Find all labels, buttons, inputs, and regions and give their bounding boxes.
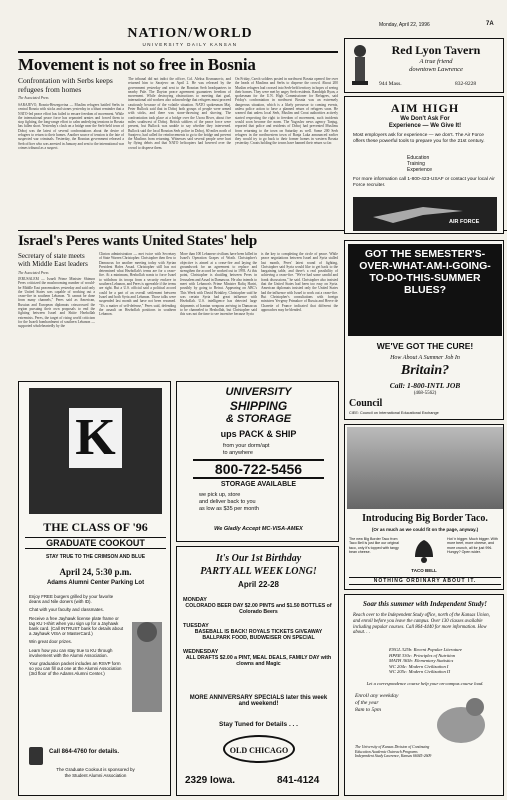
special-day: WEDNESDAY xyxy=(183,649,219,655)
peres-col-2: Clinton administration — met twice with Secretary of State Warren Christopher. Christopher then flew to Damascus for another meeting today with Syrian President Hafez Assad. Christopher still has not determined what Hezbollah's terms are for a cease-fire. At a minimum, Hezbollah wants to force Israel to withdraw its troops from a security enclave in southern Lebanon, and Peres is agreeable if the terms are right. But a U.S. official said a political accord could be a part of an overall settlement between Israel and both Syria and Lebanon. Those talks were suspended last month and have not been resumed. "It's a matter of self-defense," Peres said, defending the assault on Hezbollah positions in southern Lebanon. xyxy=(99,252,176,317)
ku-place: Adams Alumni Center Parking Lot xyxy=(46,580,145,586)
study-enroll-3: 8am to 5pm xyxy=(355,707,381,713)
ad-university-shipping xyxy=(176,381,339,542)
ad-taco-bell xyxy=(344,424,504,590)
tavern-address: 944 Mass. xyxy=(379,81,402,87)
story-peres xyxy=(18,232,338,377)
oldchicago-phone: 841-4124 xyxy=(277,775,320,786)
paper-name: UNIVERSITY DAILY KANSAN xyxy=(142,42,238,47)
council-question: How About A Summer Job In xyxy=(390,355,460,361)
special-text: COLORADO BEER DAY $2.00 PINTS and $1.50 BOTTLES of Colorado Beers xyxy=(185,603,332,615)
lion-icon xyxy=(349,43,371,87)
shipping-title-2: SHIPPING xyxy=(229,399,288,413)
special-text: ALL DRAFTS $2.00 a PINT, MEAL DEALS, FAMILY DAY with clowns and Magic xyxy=(185,655,332,667)
course-item: ENGL 325b: Recent Popular Literature xyxy=(389,647,462,652)
special-monday xyxy=(183,597,334,615)
ku-sponsor-2: the Student Alumni Association xyxy=(64,773,127,778)
bosnia-col-2: The tribunal did not indict the officer, Col. Aleksa Krsmanovic, and returned him to Sarajevo on April 2. He was released by the government yesterday and sent to the Bosnian Serb headquarters in nearby Pale. The Dayton peace agreement guarantees freedom of movement. While destroying obstructions to meeting that goal, international aid workers also acknowledge that refugees must proceed cautiously because of the volatile situation. NATO spokesman Maj. Peter Bullock said that in Doboj both groups of people were armed with sticks, and there was stone-throwing and shoving. The confrontation took place at a bridge over the Usora River, about five miles southwest of Doboj. British soldiers of the peace force were present, but Bullock was unable to say whether they intervened. Bullock said the local Bosnian Serb police in Doboj, 60 miles north of Sarajevo, had called for reinforcements to go to the bridge and prevent the Muslims from returning. Witnesses said several people were hurt by flying debris and that NATO helicopters had hovered over the crowd to disperse them. xyxy=(128,77,231,150)
ku-list-item: Chat with your faculty and classmates. xyxy=(29,607,104,613)
ku-list-item: Win great door prizes. xyxy=(29,639,72,645)
tavern-phone: 832-8228 xyxy=(455,81,477,87)
study-enroll-2: of the year xyxy=(355,700,379,706)
airforce-item-experience: Experience xyxy=(407,167,433,173)
ku-date: April 24, 5:30 p.m. xyxy=(59,567,132,577)
study-headline: Soar this summer with Independent Study! xyxy=(363,600,487,608)
airforce-line-2: Experience — We Give It! xyxy=(388,123,462,129)
ku-call: Call 864-4760 for details. xyxy=(49,749,120,755)
tavern-name: Red Lyon Tavern xyxy=(391,43,481,57)
oldchicago-logo: OLD CHICAGO xyxy=(223,735,295,763)
ku-sponsor-1: The Graduate Cookout is sponsored by xyxy=(56,767,135,772)
airforce-line-1: We Don't Ask For xyxy=(400,116,450,122)
taco-photo xyxy=(347,427,503,509)
airforce-item-training: Training xyxy=(407,161,425,167)
study-body: Reach over to the Independent Study office, north of the Kansas Union, and enroll before you leave the campus. Over 130 classes available including popular courses. Call 864-4440 for more information. How about. . . xyxy=(353,613,490,636)
ku-title: THE CLASS OF '96 xyxy=(43,520,148,534)
phone-icon xyxy=(29,747,43,765)
shipping-title-1: UNIVERSITY xyxy=(225,386,292,398)
shipping-footer: We Gladly Accept MC-VISA-AMEX xyxy=(214,526,303,532)
shipping-option-2: to anywhere xyxy=(223,450,253,456)
ku-tag: STAY TRUE TO THE CRIMSON AND BLUE xyxy=(45,554,146,560)
shipping-storage-1: we pick up, store xyxy=(199,492,241,498)
bosnia-col-1: SARAJEVO, Bosnia-Herzegovina — Muslim refugees battled Serbs in central Bosnia with sticks and stones yesterday in a blunt reminder that a NATO-led peace effort has failed to ensure freedom of movement. While the international peace force has separated armies and forced them to stop fighting, the long-range effort to calm underlying tensions in Bosnia has fallen short. Yesterday's clash on a bridge near the Serb-held town of Doboj was the latest of several confrontations about the desire of refugees to return to their homes. Another source of tension is the fate of suspected war criminals. Yesterday, the Bosnian government released a Serb officer who was arrested in January and sent to the international war crimes tribunal as a suspect. xyxy=(18,103,124,150)
taco-left-copy: The new Big Border Taco from Taco Bell is just like our original taco, only it's topped with tangy bean cheese. xyxy=(349,537,399,554)
page-date: Monday, April 22, 1996 xyxy=(379,22,430,28)
special-day: TUESDAY xyxy=(183,623,209,629)
ad-ku-graduate-cookout xyxy=(18,381,171,796)
peres-col-4: is the key to completing the circle of peace. While peace negotiations between Israel and Syria stalled last month, Peres' latest round of fighting, Christopher said Syria would like to get back to the bargaining table, and there's a real possibility of achieving a cease-fire. "We've had some candid and frank discussions," he said. Christopher also insisted that the United States had been too easy on Syria. American diplomats insisted only the United States had the influence with Israel to work out a cease-fire. But Christopher's consultations with foreign ministers Yevgeny Primakov of Russia and Herve de Charette of France indicated that different the approaches may be blended. xyxy=(261,252,338,312)
shipping-storage-2: and deliver back to you xyxy=(199,499,256,505)
special-text: BASEBALL IS BACK! ROYALS TICKETS GIVEAWAY BALLPARK FOOD, BUDWEISER ON SPECIAL xyxy=(194,629,323,641)
section-title: NATION/WORLD xyxy=(127,26,253,41)
study-enroll-1: Enroll any weekday xyxy=(355,693,399,699)
taco-right-copy: Hot 'n bigger. Much bigger. With more beef, more cheese, and more crunch, all for just 99¢. Hungry? Open wider. xyxy=(447,537,498,554)
taco-brand: TACO BELL xyxy=(411,568,437,573)
shipping-ups: ups PACK & SHIP xyxy=(220,429,297,439)
shipping-option-1: from your dorm/apt xyxy=(223,443,270,449)
peres-subhead: Secretary of state meets with Middle East leaders xyxy=(18,252,88,268)
oldchicago-stay: Stay Tuned for Details . . . xyxy=(219,721,298,728)
taco-bell-logo-icon xyxy=(409,537,439,567)
ku-subtitle: GRADUATE COOKOUT xyxy=(25,537,166,549)
course-item: WC 205c: Modern Civilization II xyxy=(389,669,450,674)
ad-independent-study xyxy=(344,594,504,796)
ku-letter: K xyxy=(69,408,122,468)
shipping-storage: STORAGE AVAILABLE xyxy=(220,481,297,488)
study-more: Let a correspondence course help your on-campus course load. xyxy=(366,681,484,686)
story-bosnia xyxy=(18,53,338,228)
oldchicago-address: 2329 Iowa. xyxy=(185,775,236,786)
council-cure: WE'VE GOT THE CURE! xyxy=(376,341,474,351)
oldchicago-title-1: It's Our 1st Birthday xyxy=(215,553,302,564)
course-item: HPER 330c: Principles of Nutrition xyxy=(389,652,456,658)
ku-list-item: Enjoy FREE burgers grilled by your favorite deans and Nile doners (with ID). xyxy=(29,594,114,605)
peres-col-1: JERUSALEM — Israeli Prime Minister Shimon Peres criticized the mushrooming number of would-be Middle East peacemakers yesterday and said only the United States was capable of working out a cease-fire in southern Lebanon. "It cannot be done from many channels," Peres said as American, Russian and European diplomats crisscrossed the region pursuing their own proposals to end the fighting between Israel and Shiite Hezbollah extremists. Peres, the target of rising world criticism for the Israeli bombardment of southern Lebanon — supported wholeheartedly by the xyxy=(18,277,95,329)
council-footer: CIEE: Council on International Educational Exchange xyxy=(349,411,439,415)
ad-air-force xyxy=(344,96,504,234)
council-phone: Call: 1-800-INTL JOB xyxy=(389,381,461,390)
shipping-title-3: & STORAGE xyxy=(225,413,292,425)
airforce-logo: AIR FORCE xyxy=(449,219,480,225)
tavern-tagline-1: A true friend xyxy=(419,58,453,65)
taco-sub: (Or as much as we could fit on the page, anyway.) xyxy=(371,527,479,532)
jet-icon xyxy=(353,197,497,231)
peres-col-3: More than 100 Lebanese civilians have been killed in Israel's Operation Grapes of Wrath. Christopher's objective is aimed at a cease-fire and laying the groundwork for an agreement to replace and strengthen the accord he worked out in 1993. At this point, Christopher is shuttling between Peres in Jerusalem and Assad in Damascus. He also intends to meet with Lebanon's Prime Minister Rafiq Hariri, possibly by going to Beirut. Appearing on ABC's This Week with David Brinkley, Christopher said he was certain Syria had great influence with Hezbollah. U.S. intelligence has detected large shipments of Iranian weapons arriving in Damascus to be channeled to Hezbollah, but Christopher said this was not the time to see incentive because Syria xyxy=(180,252,257,317)
shipping-phone: 800-722-5456 xyxy=(193,459,324,479)
taco-headline: Introducing Big Border Taco. xyxy=(362,513,488,524)
course-item: MATH 365b: Elementary Statistics xyxy=(389,658,454,663)
bosnia-subhead: Confrontation with Serbs keeps refugees from homes xyxy=(18,76,113,94)
page-number: 7A xyxy=(486,21,494,27)
bosnia-headline: Movement is not so free in Bosnia xyxy=(18,55,256,74)
council-brand: Council xyxy=(349,398,383,409)
oldchicago-specials xyxy=(183,597,334,667)
council-headline: GOT THE SEMESTER'S-OVER-WHAT-AM-I-GOING-TO-DO-THIS-SUMMER BLUES? xyxy=(348,244,502,336)
bosnia-col-3: On Friday, Czech soldiers posted in northwest Bosnia opened fire over the heads of Muslims and Serbs to disperse the crowd. About 200 Muslim refugees had crossed into Serb-held territory in hopes of seeing their homes. They were met by angry Serb residents. Randolph Ryan, a spokesman for the U.N. High Commissioner for Refugees, said Friday's confrontation in northwest Bosnia was an extremely dangerous situation, which is a likely precursor to coming events, unless police action to have a planned return of refugees soon. He warned that unless local Serb, Muslim and Croat authorities actively started respecting the right to freedom of movement, such incidents would soon become the norm. The Yugoslav news agency Tanjug, reported that police and residents of Doboj had prevented Muslims from returning to the town on Saturday as well. Some 200 Serb refugees in the northwestern town of Banja Luka announced earlier they would try to go back to their former homes in western Bosnia yesterday. Croats holding the towns have banned their return so far. xyxy=(235,77,338,146)
peres-headline: Israel's Peres wants United States' help xyxy=(18,233,257,249)
oldchicago-more: MORE ANNIVERSARY SPECIALS later this week and weekend! xyxy=(189,695,328,707)
bosnia-byline: The Associated Press xyxy=(18,96,49,100)
shipping-storage-3: as low as $35 per month xyxy=(199,506,259,512)
tavern-tagline-2: downtown Lawrence xyxy=(409,66,463,73)
ku-list-item: Your graduation packet includes an RSVP form so you can fill out one at the Alumni Association (3rd floor of the Adams Alumni Center.) xyxy=(29,661,122,677)
council-country: Britain? xyxy=(400,363,450,378)
peres-byline: The Associated Press xyxy=(18,271,49,275)
study-address: The University of Kansas Division of Continuing Education Academic Outreach Programs Independent Study Lawrence, Kansas 66045-2609 xyxy=(355,745,432,759)
ku-list-item: Learn how you can stay true to KU through involvement with the Alumni Association. xyxy=(29,647,113,658)
grill-illustration xyxy=(127,612,167,722)
airforce-item-education: Education xyxy=(407,155,430,161)
airforce-headline: AIM HIGH xyxy=(390,101,460,115)
special-tuesday xyxy=(183,623,334,641)
ku-list xyxy=(29,594,124,677)
special-day: MONDAY xyxy=(183,597,207,603)
ku-list-item: Receive a free Jayhawk license plate frame or tag KU t-shirt when you sign up for a Jayhawk bank card. (Call INTRUST bank for details about a Jayhawk VISA or MasterCard.) xyxy=(29,615,124,637)
airforce-contact: For more information call 1-800-423-USAF or contact your local Air Force recruiter. xyxy=(353,177,495,188)
study-courses xyxy=(389,647,501,675)
special-wednesday xyxy=(183,649,334,667)
course-item: WC 204c: Modern Civilization I xyxy=(389,663,449,669)
ad-red-lyon-tavern xyxy=(344,38,504,93)
taco-footer: NOTHING ORDINARY ABOUT IT. xyxy=(349,577,501,585)
ad-old-chicago xyxy=(176,546,339,796)
airforce-body: Most employers ask for experience — we don't. The Air Force offers these powerful tools to prepare you for the 21st century. xyxy=(353,133,485,144)
oldchicago-title-2: PARTY ALL WEEK LONG! xyxy=(200,566,317,577)
jayhawk-icon xyxy=(425,691,497,751)
ad-council-travel xyxy=(344,240,504,420)
oldchicago-dates: April 22-28 xyxy=(238,580,279,589)
council-phone-alt: (468-5562) xyxy=(413,391,437,396)
